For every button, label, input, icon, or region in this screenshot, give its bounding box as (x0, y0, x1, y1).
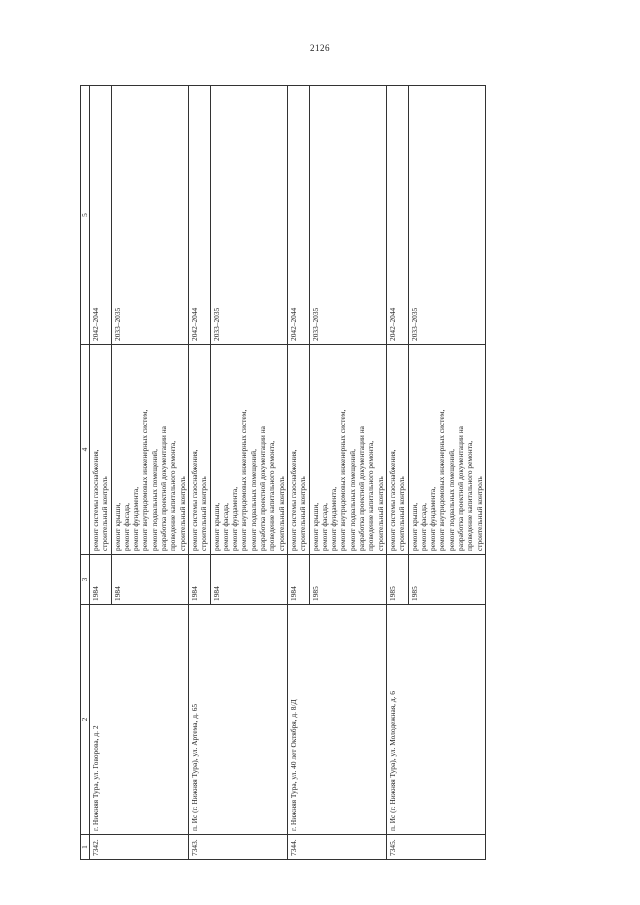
works-cell (309, 345, 386, 555)
column-header: 3 (81, 555, 90, 605)
work-item: ремонт системы газоснабжения, (288, 449, 298, 551)
table-row (386, 86, 408, 860)
table-row (287, 86, 309, 860)
work-item: ремонт фундамента, (230, 486, 240, 551)
work-item: строительный контроль (298, 476, 308, 551)
work-item: строительный контроль (474, 476, 484, 551)
work-item: разработка проектной документации на (455, 426, 465, 551)
work-item: строительный контроль (397, 476, 407, 551)
work-item: ремонт подвальных помещений, (149, 449, 159, 551)
year-cell: 1984 (188, 555, 210, 605)
work-item: разработка проектной документации на (357, 426, 367, 551)
row-number: 7342. (90, 835, 189, 860)
work-item: проведение капитального ремонта, (465, 440, 475, 551)
year-cell: 1984 (90, 555, 112, 605)
address-cell: г. Нижняя Тура, ул. 40 лет Октября, д. 8/Д (287, 605, 386, 835)
address-cell: г. Нижняя Тура, ул. Говорова, д. 2 (90, 605, 189, 835)
year-cell: 1985 (408, 555, 485, 605)
work-item: ремонт крыши, (409, 502, 419, 551)
table-row (90, 86, 112, 860)
work-item: ремонт внутридомовых инженерных систем, (338, 409, 348, 551)
work-item: ремонт системы газоснабжения, (189, 449, 199, 551)
year-cell: 1985 (386, 555, 408, 605)
repair-schedule-table (80, 85, 486, 860)
work-item: разработка проектной документации на (258, 426, 268, 551)
works-cell (210, 345, 287, 555)
column-header: 5 (81, 86, 90, 345)
work-item: ремонт системы газоснабжения, (387, 449, 397, 551)
work-item: строительный контроль (375, 476, 385, 551)
work-item: строительный контроль (100, 476, 110, 551)
work-item: ремонт системы газоснабжения, (91, 449, 100, 551)
work-item: ремонт фасада, (220, 503, 230, 551)
period-cell: 2042–2044 (90, 86, 112, 345)
column-header: 4 (81, 345, 90, 555)
period-cell: 2033–2035 (309, 86, 386, 345)
column-number-row (81, 86, 90, 860)
works-cell (408, 345, 485, 555)
works-cell (287, 345, 309, 555)
work-item: проведение капитального ремонта, (366, 440, 376, 551)
period-cell: 2033–2035 (210, 86, 287, 345)
work-item: ремонт фасада, (121, 503, 131, 551)
work-item: ремонт крыши, (310, 502, 320, 551)
column-header: 2 (81, 605, 90, 835)
work-item: ремонт фасада, (319, 503, 329, 551)
table-row (188, 86, 210, 860)
period-cell: 2042–2044 (386, 86, 408, 345)
work-item: разработка проектной документации на (159, 426, 169, 551)
page-number: 2126 (310, 43, 330, 53)
row-number: 7345. (386, 835, 485, 860)
work-item: ремонт подвальных помещений, (347, 449, 357, 551)
address-cell: п. Ис (г. Нижняя Тура), ул. Молодежная, д. 6 (386, 605, 485, 835)
works-cell (188, 345, 210, 555)
work-item: ремонт подвальных помещений, (446, 449, 456, 551)
work-item: ремонт подвальных помещений, (248, 449, 258, 551)
row-number: 7344. (287, 835, 386, 860)
work-item: ремонт фундамента, (428, 486, 438, 551)
column-header: 1 (81, 835, 90, 860)
year-cell: 1984 (287, 555, 309, 605)
rotated-table-container (80, 85, 600, 860)
work-item: проведение капитального ремонта, (168, 440, 178, 551)
period-cell: 2033–2035 (408, 86, 485, 345)
work-item: ремонт внутридомовых инженерных систем, (437, 409, 447, 551)
period-cell: 2042–2044 (287, 86, 309, 345)
work-item: проведение капитального ремонта, (267, 440, 277, 551)
work-item: строительный контроль (177, 476, 187, 551)
work-item: ремонт крыши, (211, 502, 221, 551)
work-item: строительный контроль (199, 476, 209, 551)
work-item: ремонт крыши, (112, 502, 122, 551)
work-item: ремонт фасада, (418, 503, 428, 551)
row-number: 7343. (188, 835, 287, 860)
works-cell (90, 345, 112, 555)
work-item: ремонт фундамента, (131, 486, 141, 551)
period-cell: 2033–2035 (111, 86, 188, 345)
period-cell: 2042–2044 (188, 86, 210, 345)
work-item: строительный контроль (276, 476, 286, 551)
year-cell: 1984 (111, 555, 188, 605)
year-cell: 1985 (309, 555, 386, 605)
work-item: ремонт фундамента, (329, 486, 339, 551)
works-cell (111, 345, 188, 555)
works-cell (386, 345, 408, 555)
work-item: ремонт внутридомовых инженерных систем, (239, 409, 249, 551)
work-item: ремонт внутридомовых инженерных систем, (140, 409, 150, 551)
address-cell: п. Ис (г. Нижняя Тура), ул. Артема, д. 65 (188, 605, 287, 835)
year-cell: 1984 (210, 555, 287, 605)
